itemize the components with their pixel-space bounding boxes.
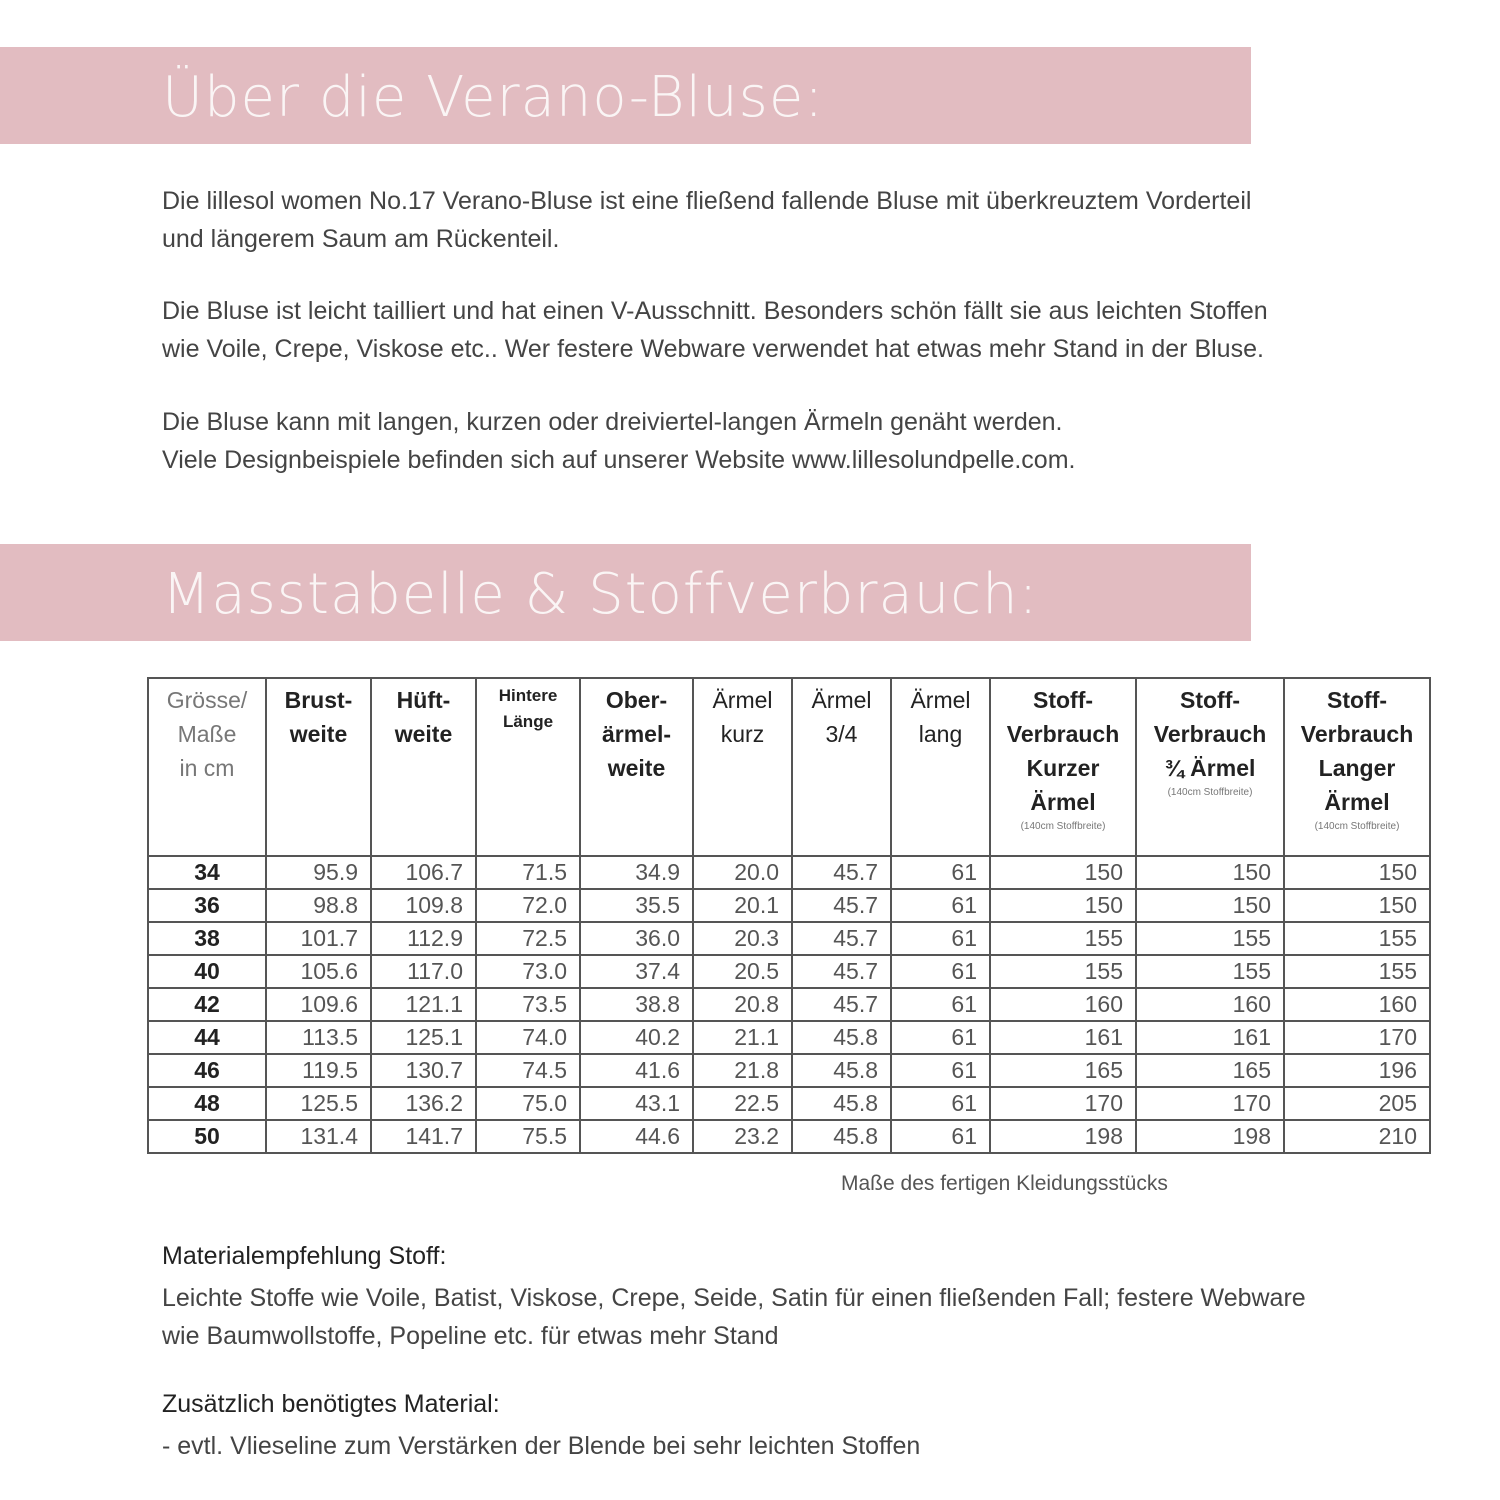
paragraph-line: Die Bluse ist leicht tailliert und hat einen V-Ausschnitt. Besonders schön fällt sie aus leichten Stoffen — [162, 297, 1268, 325]
extra-material-paragraph — [162, 1427, 1412, 1465]
table-cell: 125.5 — [266, 1087, 371, 1120]
table-cell: 35.5 — [580, 889, 693, 922]
paragraph-line: wie Baumwollstoffe, Popeline etc. für etwas mehr Stand — [162, 1322, 779, 1350]
table-cell: 71.5 — [476, 856, 580, 889]
column-header-line: 3/4 — [825, 721, 858, 747]
table-cell: 45.7 — [792, 988, 891, 1021]
column-header — [1284, 678, 1430, 856]
column-header-line: ¾ Ärmel — [1164, 755, 1256, 781]
section-title-size-table: Masstabelle & Stoffverbrauch: — [162, 562, 1039, 627]
table-caption: Maße des fertigen Kleidungsstücks — [841, 1172, 1168, 1195]
table-cell: 155 — [1284, 955, 1430, 988]
table-cell: 155 — [1136, 922, 1284, 955]
column-header-line: Verbrauch — [1006, 721, 1120, 747]
table-cell: 155 — [1284, 922, 1430, 955]
column-header-line: Ärmel — [1030, 789, 1096, 815]
column-header — [580, 678, 693, 856]
table-cell: 61 — [891, 1021, 990, 1054]
fabric-paragraph — [162, 292, 1412, 368]
paragraph-line: Leichte Stoffe wie Voile, Batist, Viskose, Crepe, Seide, Satin für einen fließenden Fall; festere Webware — [162, 1284, 1306, 1312]
column-header-line: Stoff- — [1032, 687, 1094, 713]
table-cell: 20.8 — [693, 988, 792, 1021]
table-row — [148, 1054, 1430, 1087]
column-header — [266, 678, 371, 856]
column-header-line: lang — [918, 721, 963, 747]
column-header-line: Langer — [1318, 755, 1396, 781]
table-cell: 161 — [990, 1021, 1136, 1054]
table-cell: 198 — [1136, 1120, 1284, 1153]
table-row — [148, 889, 1430, 922]
table-cell: 136.2 — [371, 1087, 476, 1120]
table-row — [148, 1120, 1430, 1153]
table-cell: 170 — [990, 1087, 1136, 1120]
table-cell: 61 — [891, 922, 990, 955]
table-cell: 196 — [1284, 1054, 1430, 1087]
size-cell: 50 — [148, 1120, 266, 1153]
table-cell: 23.2 — [693, 1120, 792, 1153]
column-header-line: Stoff- — [1179, 687, 1241, 713]
table-cell: 34.9 — [580, 856, 693, 889]
paragraph-line: Die Bluse kann mit langen, kurzen oder dreiviertel-langen Ärmeln genäht werden. — [162, 408, 1063, 436]
table-row — [148, 922, 1430, 955]
size-cell: 48 — [148, 1087, 266, 1120]
table-cell: 161 — [1136, 1021, 1284, 1054]
column-header — [148, 678, 266, 856]
table-cell: 109.6 — [266, 988, 371, 1021]
table-cell: 150 — [1284, 856, 1430, 889]
table-cell: 210 — [1284, 1120, 1430, 1153]
table-cell: 72.5 — [476, 922, 580, 955]
sleeve-paragraph — [162, 403, 1412, 479]
table-cell: 117.0 — [371, 955, 476, 988]
table-cell: 130.7 — [371, 1054, 476, 1087]
table-cell: 61 — [891, 856, 990, 889]
table-cell: 41.6 — [580, 1054, 693, 1087]
table-cell: 43.1 — [580, 1087, 693, 1120]
table-row — [148, 955, 1430, 988]
table-header-row — [148, 678, 1430, 856]
column-header — [792, 678, 891, 856]
table-cell: 45.8 — [792, 1054, 891, 1087]
table-cell: 109.8 — [371, 889, 476, 922]
section-title-about: Über die Verano-Bluse: — [162, 65, 825, 130]
table-cell: 150 — [1136, 889, 1284, 922]
intro-paragraph — [162, 182, 1412, 258]
table-cell: 205 — [1284, 1087, 1430, 1120]
table-cell: 155 — [990, 922, 1136, 955]
table-cell: 21.8 — [693, 1054, 792, 1087]
table-cell: 198 — [990, 1120, 1136, 1153]
table-cell: 170 — [1136, 1087, 1284, 1120]
material-paragraph — [162, 1279, 1412, 1355]
table-cell: 101.7 — [266, 922, 371, 955]
column-header — [476, 678, 580, 856]
column-header — [990, 678, 1136, 856]
table-cell: 155 — [990, 955, 1136, 988]
column-header-line: Hintere — [498, 686, 558, 705]
table-cell: 37.4 — [580, 955, 693, 988]
table-row — [148, 1021, 1430, 1054]
size-cell: 46 — [148, 1054, 266, 1087]
column-header-line: weite — [394, 721, 453, 747]
size-cell: 38 — [148, 922, 266, 955]
table-cell: 170 — [1284, 1021, 1430, 1054]
table-cell: 119.5 — [266, 1054, 371, 1087]
table-cell: 36.0 — [580, 922, 693, 955]
table-cell: 113.5 — [266, 1021, 371, 1054]
table-cell: 150 — [990, 856, 1136, 889]
column-header-line: Maße — [177, 721, 237, 747]
table-cell: 44.6 — [580, 1120, 693, 1153]
table-cell: 45.8 — [792, 1021, 891, 1054]
table-cell: 61 — [891, 1087, 990, 1120]
table-cell: 72.0 — [476, 889, 580, 922]
section-banner-size-table — [0, 544, 1251, 641]
table-cell: 61 — [891, 1054, 990, 1087]
size-cell: 42 — [148, 988, 266, 1021]
table-cell: 45.7 — [792, 955, 891, 988]
table-cell: 45.7 — [792, 889, 891, 922]
table-row — [148, 988, 1430, 1021]
column-header-line: in cm — [179, 755, 235, 781]
column-header-line: ärmel- — [601, 721, 672, 747]
column-header-line: Verbrauch — [1153, 721, 1267, 747]
table-cell: 61 — [891, 988, 990, 1021]
table-cell: 112.9 — [371, 922, 476, 955]
table-cell: 73.5 — [476, 988, 580, 1021]
table-cell: 121.1 — [371, 988, 476, 1021]
column-header-line: Ober- — [605, 687, 668, 713]
table-cell: 141.7 — [371, 1120, 476, 1153]
column-header-line: Ärmel — [712, 687, 773, 713]
column-header-line: Länge — [502, 712, 554, 731]
table-cell: 106.7 — [371, 856, 476, 889]
column-header-line: Kurzer — [1026, 755, 1100, 781]
column-header — [371, 678, 476, 856]
column-header-note: (140cm Stoffbreite) — [1167, 787, 1253, 798]
column-header-note: (140cm Stoffbreite) — [1314, 821, 1400, 832]
column-header — [1136, 678, 1284, 856]
column-header — [891, 678, 990, 856]
table-cell: 74.0 — [476, 1021, 580, 1054]
table-cell: 160 — [1136, 988, 1284, 1021]
table-cell: 38.8 — [580, 988, 693, 1021]
table-cell: 155 — [1136, 955, 1284, 988]
column-header-line: weite — [607, 755, 666, 781]
size-cell: 34 — [148, 856, 266, 889]
column-header-line: Hüft- — [396, 687, 451, 713]
table-cell: 165 — [1136, 1054, 1284, 1087]
table-cell: 150 — [990, 889, 1136, 922]
column-header-line: Ärmel — [811, 687, 872, 713]
table-cell: 61 — [891, 889, 990, 922]
table-cell: 75.0 — [476, 1087, 580, 1120]
table-cell: 21.1 — [693, 1021, 792, 1054]
table-cell: 150 — [1136, 856, 1284, 889]
table-cell: 45.7 — [792, 922, 891, 955]
table-cell: 98.8 — [266, 889, 371, 922]
table-cell: 22.5 — [693, 1087, 792, 1120]
table-cell: 160 — [1284, 988, 1430, 1021]
material-heading: Materialempfehlung Stoff: — [162, 1242, 447, 1270]
table-row — [148, 1087, 1430, 1120]
paragraph-line: wie Voile, Crepe, Viskose etc.. Wer festere Webware verwendet hat etwas mehr Stand in der Bluse. — [162, 335, 1264, 363]
table-row — [148, 856, 1430, 889]
table-cell: 74.5 — [476, 1054, 580, 1087]
table-cell: 95.9 — [266, 856, 371, 889]
column-header-line: Ärmel — [910, 687, 971, 713]
column-header-line: Brust- — [284, 687, 353, 713]
table-cell: 150 — [1284, 889, 1430, 922]
table-cell: 20.5 — [693, 955, 792, 988]
size-cell: 36 — [148, 889, 266, 922]
table-cell: 105.6 — [266, 955, 371, 988]
column-header — [693, 678, 792, 856]
table-cell: 45.7 — [792, 856, 891, 889]
table-cell: 20.3 — [693, 922, 792, 955]
section-banner-about — [0, 47, 1251, 144]
table-cell: 40.2 — [580, 1021, 693, 1054]
table-cell: 125.1 — [371, 1021, 476, 1054]
column-header-line: kurz — [720, 721, 765, 747]
table-cell: 75.5 — [476, 1120, 580, 1153]
size-measurement-table — [147, 677, 1431, 1154]
table-cell: 165 — [990, 1054, 1136, 1087]
table-cell: 131.4 — [266, 1120, 371, 1153]
extra-material-heading: Zusätzlich benötigtes Material: — [162, 1390, 500, 1418]
table-cell: 160 — [990, 988, 1136, 1021]
table-cell: 61 — [891, 1120, 990, 1153]
paragraph-line: Die lillesol women No.17 Verano-Bluse ist eine fließend fallende Bluse mit überkreuztem Vorderteil — [162, 187, 1252, 215]
column-header-line: weite — [289, 721, 348, 747]
size-cell: 44 — [148, 1021, 266, 1054]
paragraph-line: - evtl. Vlieseline zum Verstärken der Blende bei sehr leichten Stoffen — [162, 1432, 921, 1460]
size-cell: 40 — [148, 955, 266, 988]
table-cell: 45.8 — [792, 1120, 891, 1153]
column-header-note: (140cm Stoffbreite) — [1020, 821, 1106, 832]
table-cell: 73.0 — [476, 955, 580, 988]
table-cell: 45.8 — [792, 1087, 891, 1120]
table-cell: 61 — [891, 955, 990, 988]
table-cell: 20.1 — [693, 889, 792, 922]
column-header-line: Stoff- — [1326, 687, 1388, 713]
paragraph-line: Viele Designbeispiele befinden sich auf unserer Website www.lillesolundpelle.com. — [162, 446, 1076, 474]
table-cell: 20.0 — [693, 856, 792, 889]
paragraph-line: und längerem Saum am Rückenteil. — [162, 225, 560, 253]
column-header-line: Verbrauch — [1300, 721, 1414, 747]
column-header-line: Ärmel — [1324, 789, 1390, 815]
column-header-line: Grösse/ — [166, 687, 248, 713]
